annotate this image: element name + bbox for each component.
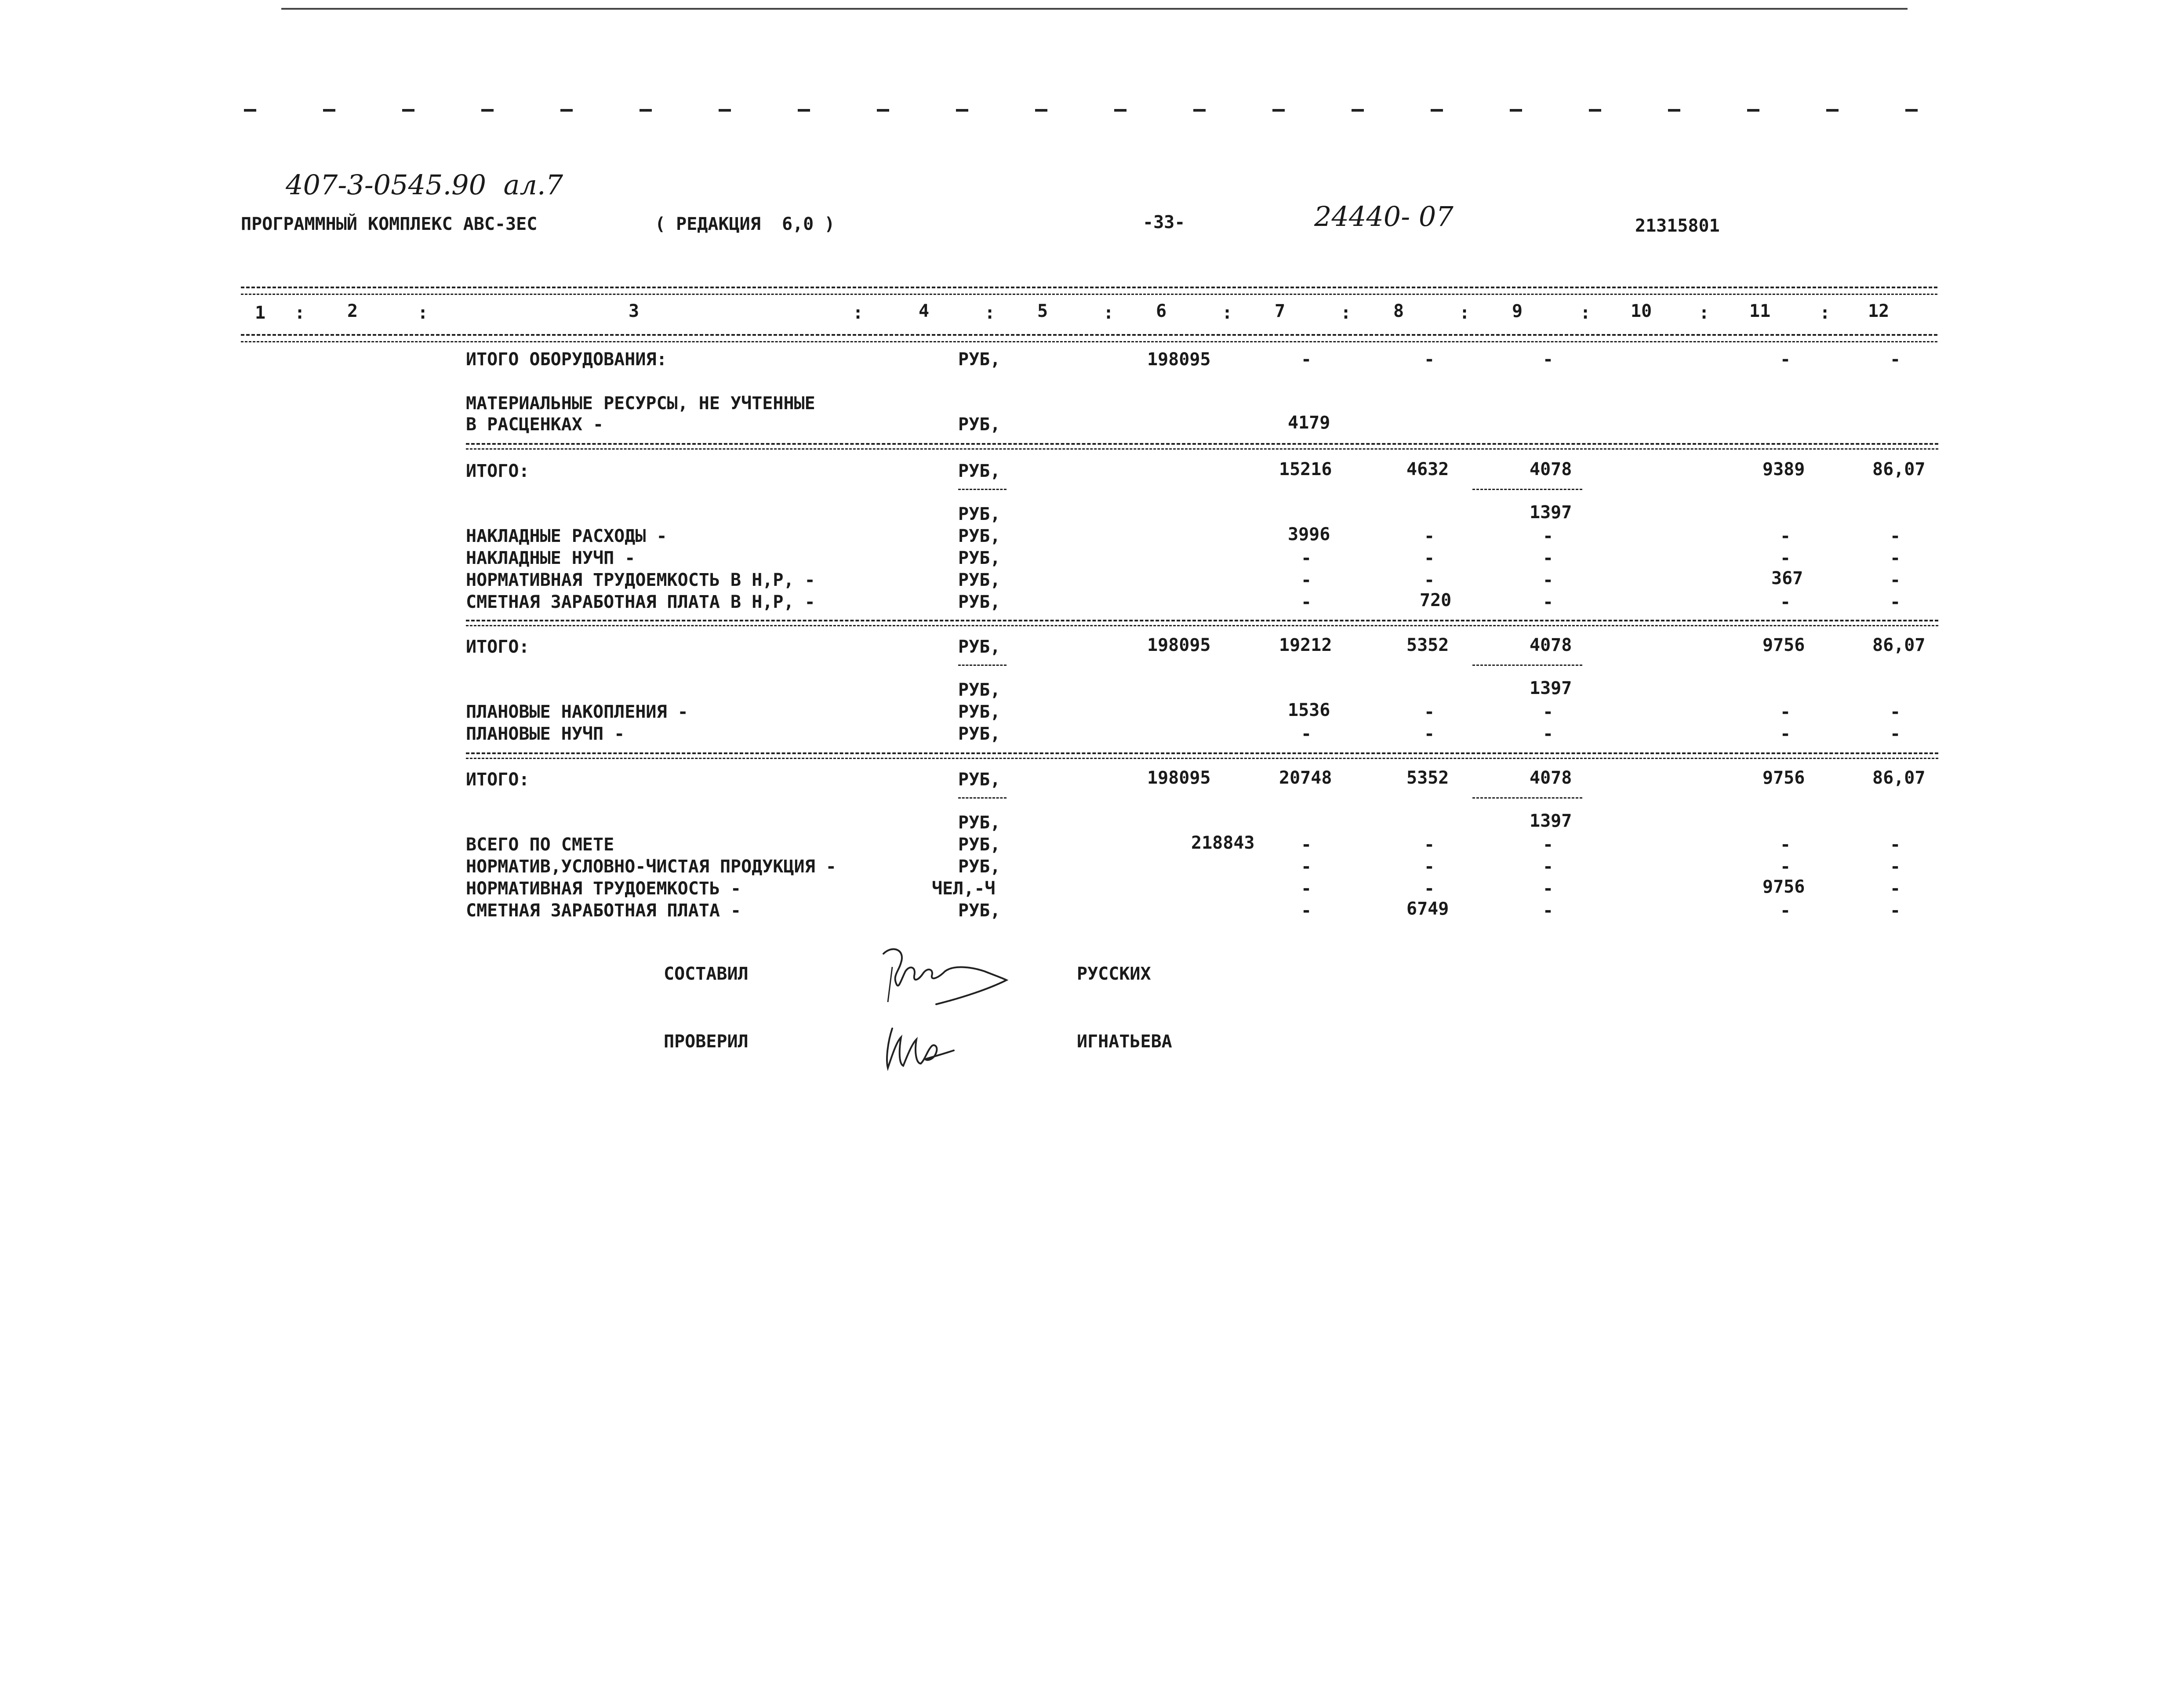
row-label: ПЛАНОВЫЕ НУЧП - xyxy=(466,724,625,744)
cell-c8: 720 xyxy=(1420,590,1452,610)
perforation-dash xyxy=(402,109,414,112)
row-unit: РУБ, xyxy=(958,835,1001,855)
cell-c8: - xyxy=(1424,570,1435,590)
row-unit: РУБ, xyxy=(958,548,1001,568)
row-unit: РУБ, xyxy=(958,414,1001,435)
row-unit: РУБ, xyxy=(958,349,1001,370)
perforation-dash xyxy=(1589,109,1601,112)
cell-c9: - xyxy=(1543,724,1554,744)
row-label: ИТОГО: xyxy=(466,770,530,790)
header-rule-top-2 xyxy=(241,294,1937,295)
cell-c12: - xyxy=(1890,349,1901,370)
cell-c12: 86,07 xyxy=(1872,459,1926,479)
row-unit: РУБ, xyxy=(958,570,1001,590)
col-12: 12 xyxy=(1868,301,1890,321)
perforation-dash xyxy=(1431,109,1443,112)
perforation-dash xyxy=(798,109,810,112)
row-label: ИТОГО: xyxy=(466,637,530,657)
cell-c9: 1397 xyxy=(1530,678,1572,698)
cell-c11: 367 xyxy=(1771,568,1803,588)
perforation-dash xyxy=(1510,109,1522,112)
col-sep: : xyxy=(853,303,864,323)
row-label: ВСЕГО ПО СМЕТЕ xyxy=(466,835,614,855)
cell-c11: - xyxy=(1780,702,1791,722)
row-unit: РУБ, xyxy=(958,526,1001,546)
cell-c8: - xyxy=(1424,526,1435,546)
cell-c7: - xyxy=(1301,570,1312,590)
header-rule-top-1 xyxy=(241,287,1937,288)
col-7: 7 xyxy=(1275,301,1286,321)
col-sep: : xyxy=(1820,303,1831,323)
cell-c12: - xyxy=(1890,526,1901,546)
cell-c9: - xyxy=(1543,570,1554,590)
cell-c12: - xyxy=(1890,879,1901,899)
row-label: МАТЕРИАЛЬНЫЕ РЕСУРСЫ, НЕ УЧТЕННЫЕ xyxy=(466,393,815,414)
cell-c9: - xyxy=(1543,702,1554,722)
perforation-dash xyxy=(640,109,652,112)
col-sep: : xyxy=(1103,303,1114,323)
cell-c12: 86,07 xyxy=(1872,635,1926,655)
row-separator xyxy=(466,758,1938,759)
cell-c9: 1397 xyxy=(1530,811,1572,831)
perforation-dash xyxy=(1193,109,1206,112)
cell-c7: 3996 xyxy=(1288,524,1330,545)
row-label: СМЕТНАЯ ЗАРАБОТНАЯ ПЛАТА - xyxy=(466,901,741,921)
cell-c8: 5352 xyxy=(1406,635,1449,655)
cell-c9: - xyxy=(1543,901,1554,921)
cell-c12: - xyxy=(1890,548,1901,568)
cell-c11: - xyxy=(1780,857,1791,877)
cell-c11: - xyxy=(1780,592,1791,612)
row-unit: РУБ, xyxy=(958,901,1001,921)
cell-c9: - xyxy=(1543,835,1554,855)
col-sep: : xyxy=(294,303,305,323)
cell-c12: - xyxy=(1890,702,1901,722)
row-label: ИТОГО ОБОРУДОВАНИЯ: xyxy=(466,349,667,370)
cell-c11: - xyxy=(1780,724,1791,744)
cell-c11: 9756 xyxy=(1762,635,1805,655)
cell-c6: 198095 xyxy=(1147,349,1211,370)
row-unit: РУБ, xyxy=(958,770,1001,790)
col-sep: : xyxy=(1341,303,1352,323)
perforation-dash xyxy=(719,109,731,112)
cell-c8: 5352 xyxy=(1406,768,1449,788)
row-unit: ЧЕЛ,-Ч xyxy=(932,879,996,899)
row-label: СМЕТНАЯ ЗАРАБОТНАЯ ПЛАТА В Н,Р, - xyxy=(466,592,815,612)
perforation-dash xyxy=(323,109,335,112)
perforation-dash xyxy=(481,109,494,112)
cell-c9: 4078 xyxy=(1530,635,1572,655)
col-9: 9 xyxy=(1512,301,1523,321)
perforation-dash xyxy=(1668,109,1680,112)
cell-c7: 1536 xyxy=(1288,700,1330,720)
compiled-signature xyxy=(875,941,1015,1011)
cell-c12: - xyxy=(1890,901,1901,921)
top-border-line xyxy=(281,8,1908,10)
checked-signature xyxy=(879,1020,976,1077)
c9-underline xyxy=(1472,797,1582,799)
row-separator xyxy=(466,625,1938,626)
cell-c11: - xyxy=(1780,526,1791,546)
program-name: ПРОГРАММНЫЙ КОМПЛЕКС АВС-3ЕС xyxy=(241,214,538,234)
row-label: НАКЛАДНЫЕ РАСХОДЫ - xyxy=(466,526,667,546)
cell-c7: - xyxy=(1301,724,1312,744)
unit-underline xyxy=(958,665,1007,666)
row-label: НОРМАТИВНАЯ ТРУДОЕМКОСТЬ В Н,Р, - xyxy=(466,570,815,590)
c9-underline xyxy=(1472,489,1582,490)
perforation-dash xyxy=(1747,109,1759,112)
cell-c9: - xyxy=(1543,592,1554,612)
cell-c6: 218843 xyxy=(1191,833,1255,853)
edition: ( РЕДАКЦИЯ 6,0 ) xyxy=(655,214,835,234)
perforation-dash xyxy=(1035,109,1047,112)
cell-c11: 9756 xyxy=(1762,768,1805,788)
col-4: 4 xyxy=(919,301,930,321)
row-unit: РУБ, xyxy=(958,702,1001,722)
cell-c11: 9389 xyxy=(1762,459,1805,479)
cell-c8: 6749 xyxy=(1406,899,1449,919)
cell-c12: - xyxy=(1890,570,1901,590)
col-5: 5 xyxy=(1037,301,1048,321)
row-label: ПЛАНОВЫЕ НАКОПЛЕНИЯ - xyxy=(466,702,688,722)
cell-c7: 20748 xyxy=(1279,768,1332,788)
cell-c9: - xyxy=(1543,548,1554,568)
row-unit: РУБ, xyxy=(958,592,1001,612)
perforation-dash xyxy=(956,109,968,112)
row-unit: РУБ, xyxy=(958,813,1001,833)
cell-c7: - xyxy=(1301,548,1312,568)
cell-c12: 86,07 xyxy=(1872,768,1926,788)
cell-c7: 15216 xyxy=(1279,459,1332,479)
row-unit: РУБ, xyxy=(958,724,1001,744)
col-8: 8 xyxy=(1393,301,1404,321)
cell-c9: - xyxy=(1543,349,1554,370)
compiled-label: СОСТАВИЛ xyxy=(664,964,749,984)
row-unit: РУБ, xyxy=(958,637,1001,657)
cell-c12: - xyxy=(1890,857,1901,877)
cell-c7: - xyxy=(1301,901,1312,921)
row-unit: РУБ, xyxy=(958,504,1001,524)
cell-c8: - xyxy=(1424,548,1435,568)
cell-c9: 4078 xyxy=(1530,459,1572,479)
cell-c9: - xyxy=(1543,879,1554,899)
row-label: ИТОГО: xyxy=(466,461,530,481)
cell-c7: 4179 xyxy=(1288,413,1330,433)
cell-c9: - xyxy=(1543,857,1554,877)
cell-c9: 1397 xyxy=(1530,502,1572,523)
row-separator xyxy=(466,448,1938,450)
cell-c7: - xyxy=(1301,592,1312,612)
col-sep: : xyxy=(1580,303,1591,323)
header-rule-bottom-1 xyxy=(241,334,1937,336)
row-label: НОРМАТИВ,УСЛОВНО-ЧИСТАЯ ПРОДУКЦИЯ - xyxy=(466,857,836,877)
col-2: 2 xyxy=(347,301,358,321)
unit-underline xyxy=(958,489,1007,490)
cell-c11: - xyxy=(1780,835,1791,855)
cell-c12: - xyxy=(1890,592,1901,612)
col-11: 11 xyxy=(1749,301,1771,321)
col-6: 6 xyxy=(1156,301,1167,321)
col-sep: : xyxy=(1459,303,1470,323)
document-code: 21315801 xyxy=(1635,216,1720,236)
cell-c9: - xyxy=(1543,526,1554,546)
cell-c9: 4078 xyxy=(1530,768,1572,788)
cell-c12: - xyxy=(1890,724,1901,744)
perforation-dash xyxy=(877,109,889,112)
cell-c7: - xyxy=(1301,835,1312,855)
checked-label: ПРОВЕРИЛ xyxy=(664,1032,749,1052)
col-sep: : xyxy=(985,303,996,323)
cell-c7: - xyxy=(1301,879,1312,899)
cell-c11: 9756 xyxy=(1762,877,1805,897)
cell-c8: - xyxy=(1424,724,1435,744)
perforation-dash xyxy=(1826,109,1839,112)
c9-underline xyxy=(1472,665,1582,666)
handwritten-reference: 407-3-0545.90 ал.7 xyxy=(286,169,563,201)
perforation-dash xyxy=(244,109,256,112)
row-separator xyxy=(466,752,1938,754)
cell-c7: 19212 xyxy=(1279,635,1332,655)
row-separator xyxy=(466,443,1938,445)
cell-c11: - xyxy=(1780,349,1791,370)
row-unit: РУБ, xyxy=(958,857,1001,877)
col-3: 3 xyxy=(629,301,640,321)
row-label: НАКЛАДНЫЕ НУЧП - xyxy=(466,548,636,568)
perforation-dash xyxy=(1905,109,1918,112)
compiled-name: РУССКИХ xyxy=(1077,964,1151,984)
row-separator xyxy=(466,620,1938,621)
cell-c6: 198095 xyxy=(1147,768,1211,788)
perforation-dash xyxy=(1272,109,1285,112)
cell-c8: - xyxy=(1424,702,1435,722)
handwritten-number: 24440- 07 xyxy=(1314,200,1454,232)
perforation-dash xyxy=(1352,109,1364,112)
perforation-dash xyxy=(1114,109,1127,112)
perforation-dash xyxy=(560,109,573,112)
checked-name: ИГНАТЬЕВА xyxy=(1077,1032,1172,1052)
header-rule-bottom-2 xyxy=(241,341,1937,342)
cell-c8: - xyxy=(1424,349,1435,370)
cell-c8: - xyxy=(1424,835,1435,855)
cell-c12: - xyxy=(1890,835,1901,855)
cell-c8: - xyxy=(1424,857,1435,877)
cell-c6: 198095 xyxy=(1147,635,1211,655)
col-1: 1 xyxy=(255,303,266,323)
col-sep: : xyxy=(418,303,429,323)
col-sep: : xyxy=(1699,303,1710,323)
row-unit: РУБ, xyxy=(958,680,1001,700)
row-unit: РУБ, xyxy=(958,461,1001,481)
cell-c11: - xyxy=(1780,901,1791,921)
row-label: НОРМАТИВНАЯ ТРУДОЕМКОСТЬ - xyxy=(466,879,741,899)
cell-c11: - xyxy=(1780,548,1791,568)
page-number: -33- xyxy=(1143,212,1185,232)
cell-c7: - xyxy=(1301,857,1312,877)
cell-c8: - xyxy=(1424,879,1435,899)
cell-c8: 4632 xyxy=(1406,459,1449,479)
cell-c7: - xyxy=(1301,349,1312,370)
row-label: В РАСЦЕНКАХ - xyxy=(466,414,604,435)
col-sep: : xyxy=(1222,303,1233,323)
unit-underline xyxy=(958,797,1007,799)
col-10: 10 xyxy=(1631,301,1652,321)
